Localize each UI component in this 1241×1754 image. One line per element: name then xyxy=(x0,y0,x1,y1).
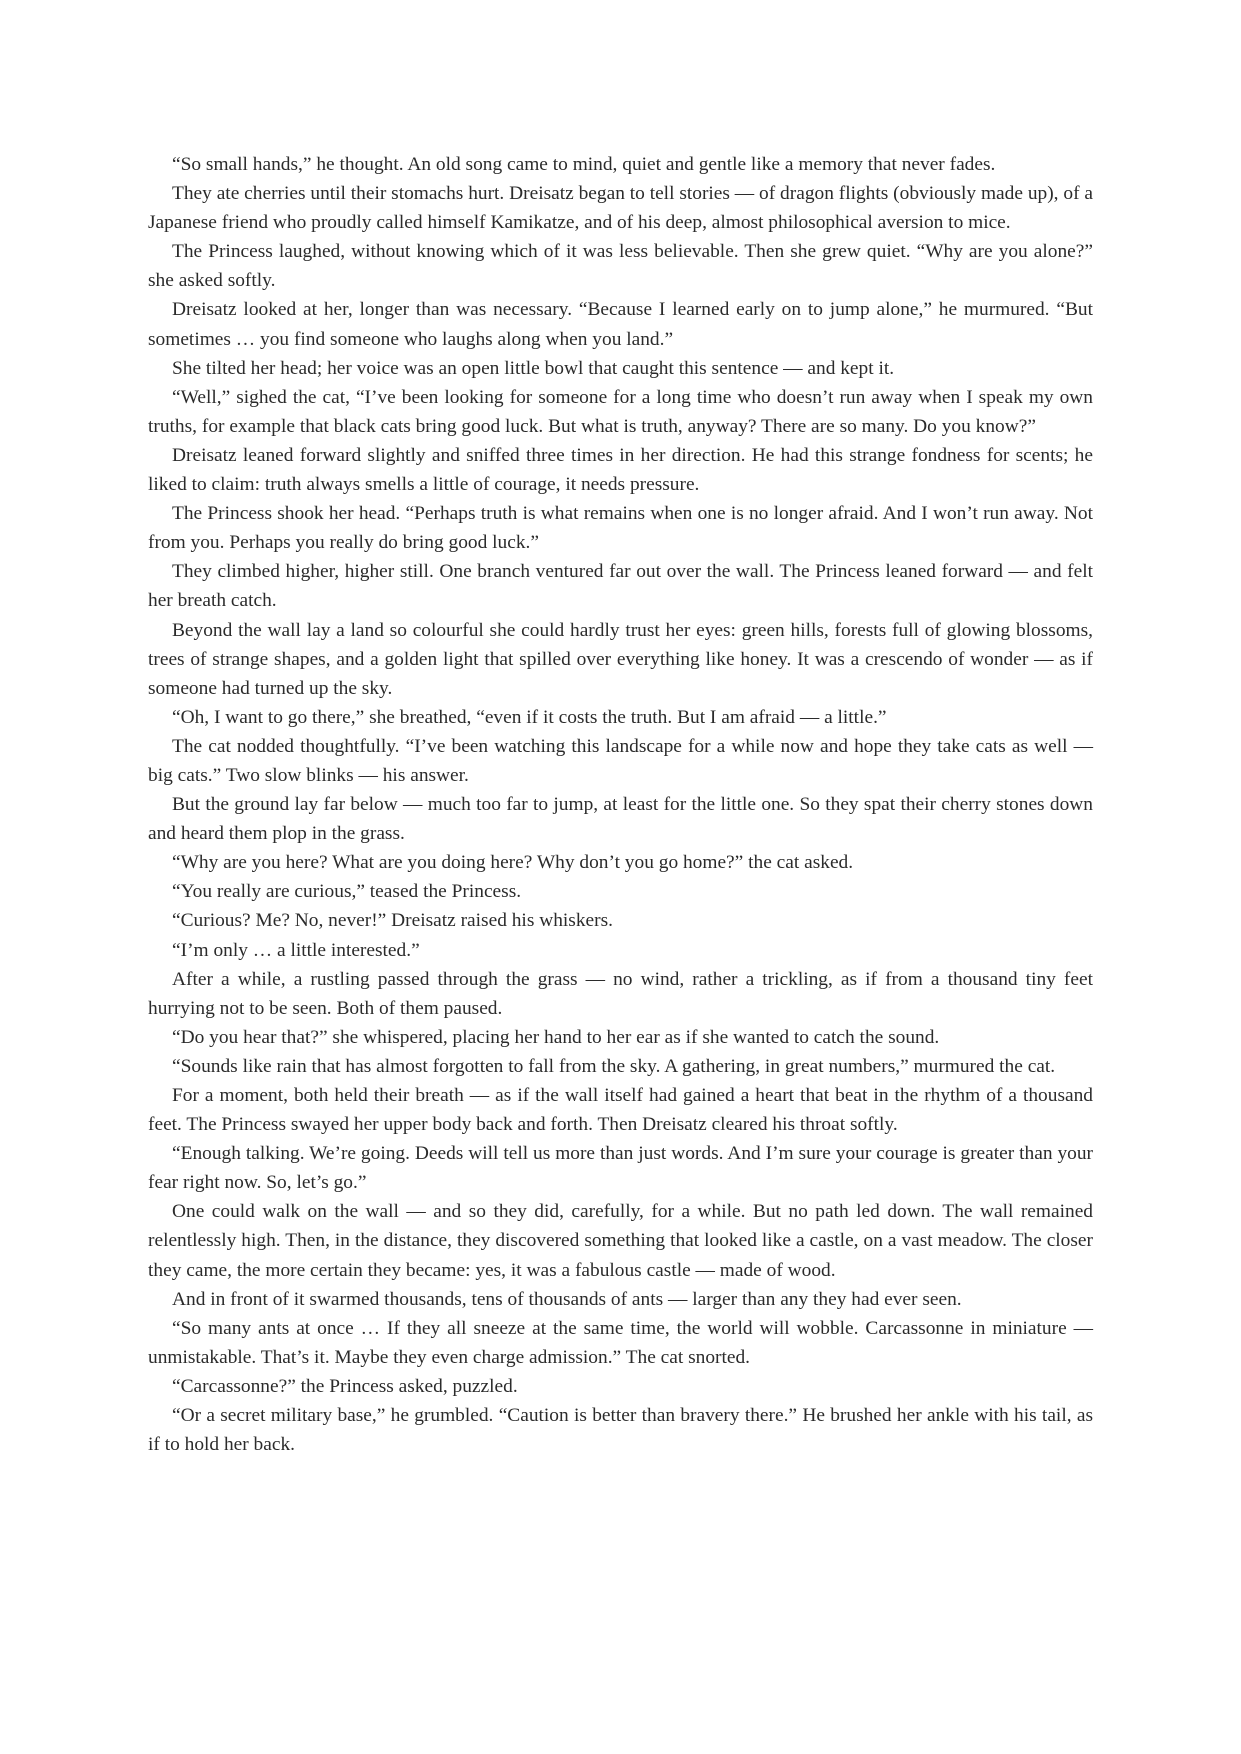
paragraph: “So small hands,” he thought. An old song came to mind, quiet and gentle like a memory that never fades. xyxy=(172,154,996,175)
paragraph: They climbed higher, higher still. One branch ventured far out over the wall. The Princess leaned forward — and felt her breath catch. xyxy=(148,561,1093,612)
paragraph: Beyond the wall lay a land so colourful she could hardly trust her eyes: green hills, forests full of glowing blossoms, trees of strange shapes, and a golden light that spilled over everything like honey. It was a crescendo of wonder — as if someone had turned up the sky. xyxy=(148,619,1093,699)
paragraph: “Enough talking. We’re going. Deeds will tell us more than just words. And I’m sure your courage is greater than your fear right now. So, let’s go.” xyxy=(148,1143,1093,1194)
paragraph: But the ground lay far below — much too far to jump, at least for the little one. So they spat their cherry stones down and heard them plop in the grass. xyxy=(148,794,1093,845)
paragraph: “Or a secret military base,” he grumbled. “Caution is better than bravery there.” He brushed her ankle with his tail, as if to hold her back. xyxy=(148,1405,1093,1456)
paragraph: After a while, a rustling passed through the grass — no wind, rather a trickling, as if from a thousand tiny feet hurrying not to be seen. Both of them paused. xyxy=(148,968,1093,1019)
paragraph: Dreisatz looked at her, longer than was necessary. “Because I learned early on to jump alone,” he murmured. “But sometimes … you find someone who laughs along when you land.” xyxy=(148,299,1093,350)
document-page xyxy=(148,150,1093,1459)
paragraph: “I’m only … a little interested.” xyxy=(172,939,420,961)
paragraph: The Princess shook her head. “Perhaps truth is what remains when one is no longer afraid. And I won’t run away. Not from you. Perhaps you really do bring good luck.” xyxy=(148,503,1093,554)
paragraph: “Oh, I want to go there,” she breathed, “even if it costs the truth. But I am afraid — a little.” xyxy=(172,706,887,728)
paragraph: “Sounds like rain that has almost forgotten to fall from the sky. A gathering, in great numbers,” murmured the cat. xyxy=(172,1055,1056,1077)
paragraph: The Princess laughed, without knowing which of it was less believable. Then she grew quiet. “Why are you alone?” she asked softly. xyxy=(148,241,1093,292)
paragraph: “So many ants at once … If they all sneeze at the same time, the world will wobble. Carcassonne in miniature — unmistakable. That’s it. Maybe they even charge admission.” The cat snorted. xyxy=(148,1317,1093,1368)
paragraph: Dreisatz leaned forward slightly and sniffed three times in her direction. He had this strange fondness for scents; he liked to claim: truth always smells a little of courage, it needs pressure. xyxy=(148,444,1093,496)
paragraph: One could walk on the wall — and so they did, carefully, for a while. But no path led down. The wall remained relentlessly high. Then, in the distance, they discovered something that looked like a castle, on a vast meadow. The closer they came, the more certain they became: yes, it was a fabulous castle — made of wood. xyxy=(148,1201,1093,1281)
paragraph: They ate cherries until their stomachs hurt. Dreisatz began to tell stories — of dragon flights (obviously made up), of a Japanese friend who proudly called himself Kamikatze, and of his deep, almost philosophical aversion to mice. xyxy=(148,183,1093,234)
paragraph: “Do you hear that?” she whispered, placing her hand to her ear as if she wanted to catch the sound. xyxy=(172,1026,940,1048)
paragraph: “Curious? Me? No, never!” Dreisatz raised his whiskers. xyxy=(172,910,613,932)
paragraph: And in front of it swarmed thousands, tens of thousands of ants — larger than any they had ever seen. xyxy=(172,1288,962,1310)
paragraph: The cat nodded thoughtfully. “I’ve been watching this landscape for a while now and hope they take cats as well — big cats.” Two slow blinks — his answer. xyxy=(148,735,1093,786)
paragraph: For a moment, both held their breath — as if the wall itself had gained a heart that beat in the rhythm of a thousand feet. The Princess swayed her upper body back and forth. Then Dreisatz cleared his throat softly. xyxy=(148,1085,1093,1136)
paragraph: “Why are you here? What are you doing here? Why don’t you go home?” the cat asked. xyxy=(172,852,854,874)
paragraph: “You really are curious,” teased the Princess. xyxy=(172,881,522,903)
paragraph: She tilted her head; her voice was an open little bowl that caught this sentence — and kept it. xyxy=(172,357,895,379)
paragraph: “Carcassonne?” the Princess asked, puzzled. xyxy=(172,1375,518,1397)
paragraph: “Well,” sighed the cat, “I’ve been looking for someone for a long time who doesn’t run away when I speak my own truths, for example that black cats bring good luck. But what is truth, anyway? There are so many. Do you know?” xyxy=(148,386,1093,437)
